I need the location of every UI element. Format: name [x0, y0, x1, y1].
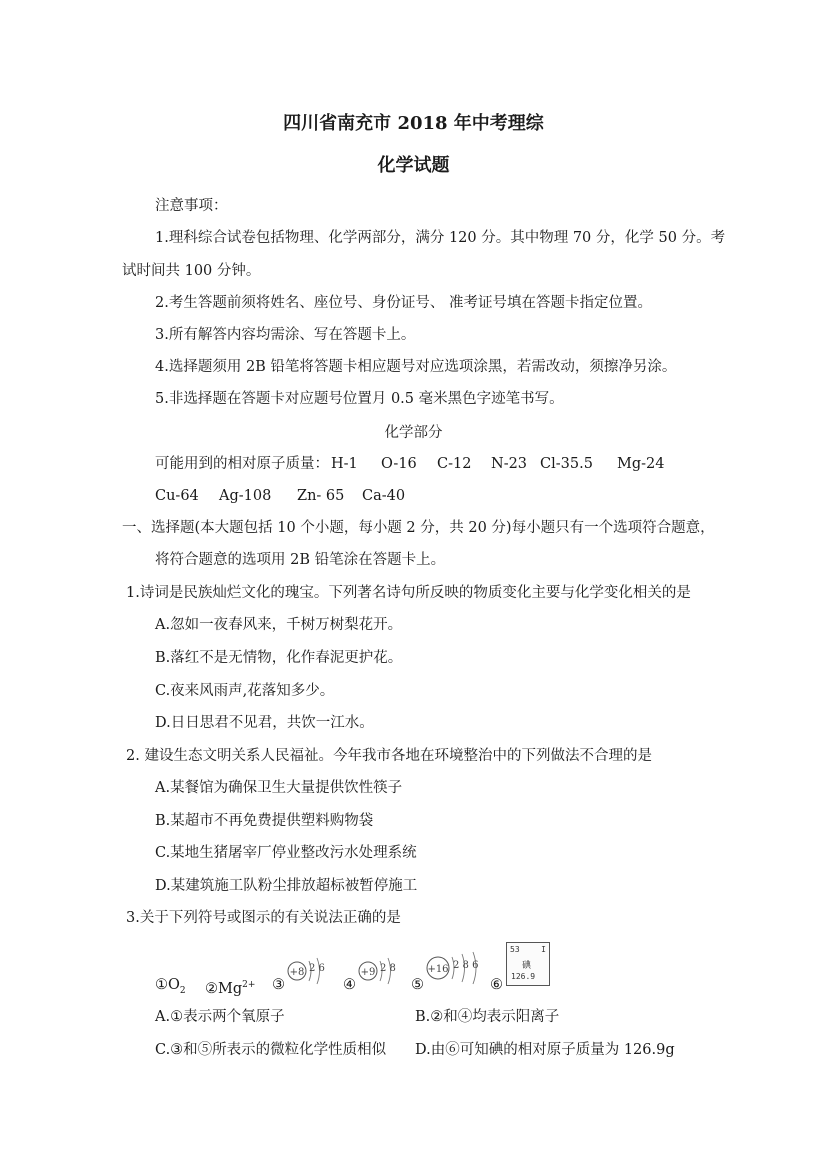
section-instruction: 将符合题意的选项用 2B 铅笔涂在答题卡上。 [155, 552, 446, 568]
svg-text:2 6: 2 6 [309, 963, 325, 974]
page-title: 四川省南充市 2018 年中考理综 [283, 113, 544, 134]
atomic-mass: Ca-40 [362, 488, 406, 504]
svg-text:+8: +8 [289, 967, 305, 978]
option-b: B.落红不是无情物，化作春泥更护花。 [155, 650, 403, 666]
atomic-mass: N-23 [491, 456, 528, 472]
notice-item: 5.非选择题在答题卡对应题号位置月 0.5 毫米黑色字迹笔书写。 [155, 391, 564, 407]
atomic-mass: H-1 [331, 456, 358, 472]
atom-structure-oxygen [286, 950, 330, 990]
option-a: A.①表示两个氧原子 [155, 1009, 285, 1025]
notice-item: 试时间共 100 分钟。 [122, 263, 261, 279]
notice-item: 1.理科综合试卷包括物理、化学两部分，满分 120 分。其中物理 70 分，化学 50 分。考 [155, 230, 726, 246]
option-d: D.日日思君不见君，共饮一江水。 [155, 715, 374, 731]
atomic-mass: Ag-108 [219, 488, 272, 504]
symbol-4: ④ [343, 977, 356, 993]
option-b: B.②和④均表示阳离子 [415, 1009, 560, 1025]
question-stem: 2. 建设生态文明关系人民福祉。今年我市各地在环境整治中的下列做法不合理的是 [126, 748, 652, 764]
option-a: A.忽如一夜春风来，千树万树梨花开。 [155, 617, 403, 633]
question-stem: 3.关于下列符号或图示的有关说法正确的是 [126, 910, 401, 926]
symbol-5: ⑤ [411, 977, 424, 993]
element-mass: 126.9 [511, 972, 536, 981]
notice-item: 2.考生答题前须将姓名、座位号、身份证号、 准考证号填在答题卡指定位置。 [155, 295, 652, 311]
atomic-mass: O-16 [381, 456, 417, 472]
atomic-mass: Zn- 65 [297, 488, 345, 504]
symbol-3: ③ [272, 977, 285, 993]
periodic-table-card-iodine [506, 942, 550, 986]
option-c: C.③和⑤所表示的微粒化学性质相似 [155, 1042, 387, 1058]
notice-heading: 注意事项： [155, 198, 228, 214]
atomic-mass: Cl-35.5 [540, 456, 593, 472]
symbol-mg-ion: $②Mg^{2+}$ [205, 980, 256, 997]
symbol-o2: $①O_2$ [155, 977, 186, 996]
element-symbol: I [541, 945, 546, 954]
atomic-mass: Cu-64 [155, 488, 199, 504]
svg-text:+16: +16 [427, 964, 449, 975]
notice-item: 3.所有解答内容均需涂、写在答题卡上。 [155, 327, 416, 343]
atom-structure-sulfur [424, 946, 490, 988]
atomic-mass-label: 可能用到的相对原子质量： [155, 456, 329, 472]
option-d: D.某建筑施工队粉尘排放超标被暂停施工 [155, 878, 418, 894]
svg-text:2 8: 2 8 [380, 963, 396, 974]
element-name: 碘 [522, 961, 532, 971]
atomic-mass: C-12 [437, 456, 472, 472]
option-a: A.某餐馆为确保卫生大量提供饮性筷子 [155, 780, 403, 796]
question-stem: 1.诗词是民族灿烂文化的瑰宝。下列著名诗句所反映的物质变化主要与化学变化相关的是 [126, 585, 691, 601]
section-heading: 化学部分 [384, 425, 443, 441]
section-instruction: 一、选择题(本大题包括 10 个小题，每小题 2 分，共 20 分)每小题只有一个选项符合题意， [122, 520, 715, 536]
option-d: D.由⑥可知碘的相对原子质量为 126.9g [415, 1042, 675, 1058]
atomic-mass: Mg-24 [617, 456, 665, 472]
option-c: C.某地生猪屠宰厂停业整改污水处理系统 [155, 845, 417, 861]
option-c: C.夜来风雨声,花落知多少。 [155, 683, 335, 699]
notice-item: 4.选择题须用 2B 铅笔将答题卡相应题号对应选项涂黑，若需改动，须擦净另涂。 [155, 359, 677, 375]
element-number: 53 [510, 945, 520, 954]
symbol-6: ⑥ [490, 977, 503, 993]
svg-text:2 8 6: 2 8 6 [453, 960, 479, 971]
atom-structure-fluorine-ion [357, 950, 401, 990]
option-b: B.某超市不再免费提供塑料购物袋 [155, 813, 374, 829]
page-subtitle: 化学试题 [377, 155, 450, 176]
svg-text:+9: +9 [360, 967, 376, 978]
